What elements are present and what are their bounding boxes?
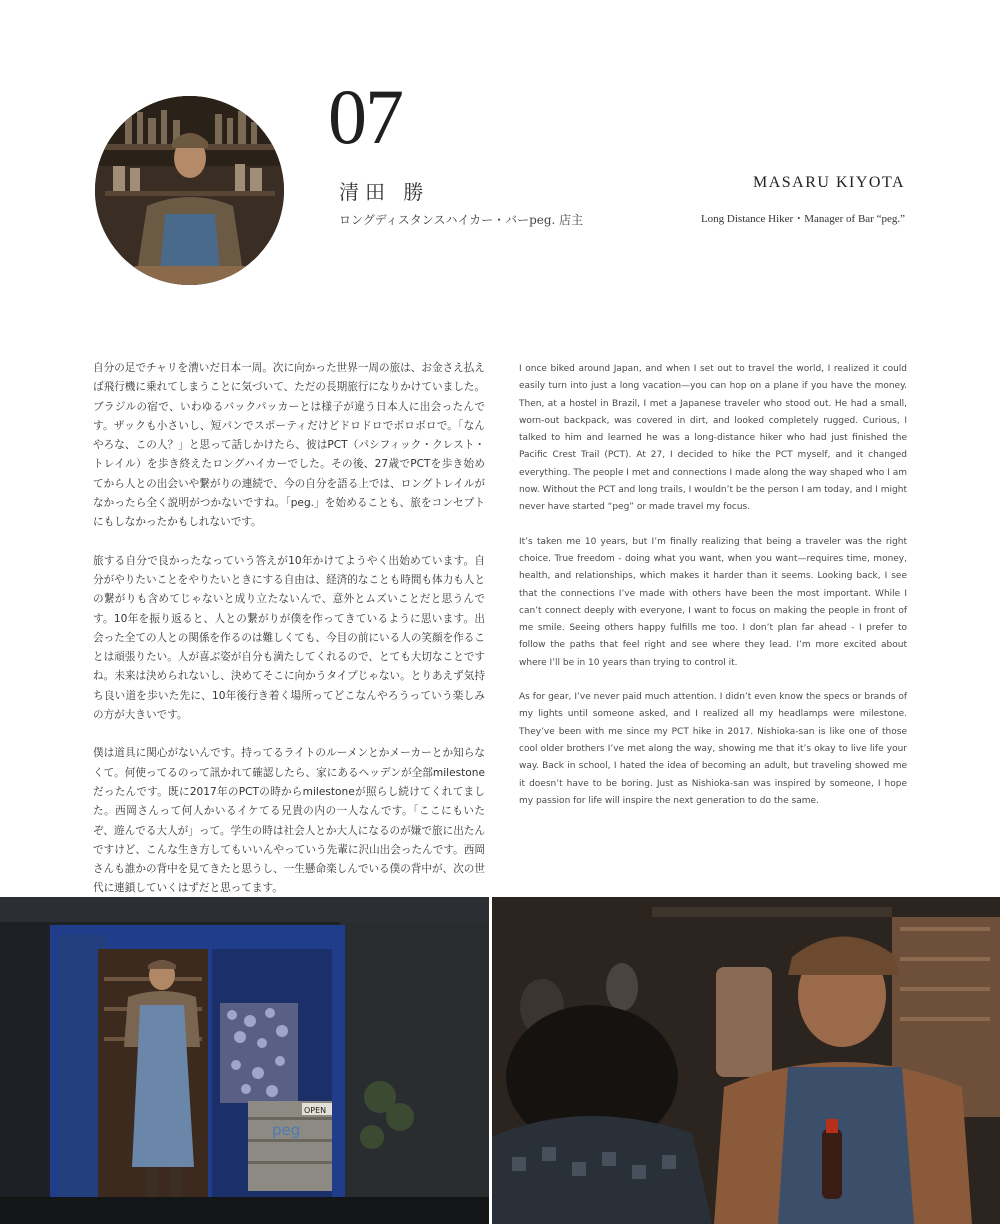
article-number: 07 xyxy=(328,73,402,160)
open-sign-text: OPEN xyxy=(304,1106,327,1115)
english-paragraph: As for gear, I’ve never paid much attention. I didn’t even know the specs or brands of my lights until someone asked, and I realized all my headlamps were milestone. They’ve been with me since my PCT hike in 2017. Nishioka-san is like one of those cool older brothers I’ve met along the way, showing me that it’s okay to live life your way. Back in school, I hated the idea of becoming an adult, but traveling showed me it doesn’t have to be boring. Just as Nishioka-san was inspired by someone, I hope my passion for life will inspire the next generation to do the same. xyxy=(519,692,907,806)
japanese-text-column xyxy=(93,359,485,918)
name-japanese: 清田 勝 xyxy=(339,180,430,204)
role-english: Long Distance Hiker・Manager of Bar “peg.” xyxy=(700,213,905,225)
name-english: MASARU KIYOTA xyxy=(753,174,905,191)
english-paragraph: It’s taken me 10 years, but I’m finally realizing that being a traveler was the right choice. True freedom - doing what you want, when you want—requires time, money, health, and relationships, which makes it harder than it seems. Looking back, I see that the connections I’ve made with others have been the most important. While I can’t connect deeply with everyone, I want to focus on making the people in front of me smile. Seeing others happy fulfills me too. I don’t plan far ahead - I prefer to follow the paths that feel right and see where they lead. I’m more excited about where I’ll be in 10 years than trying to control it. xyxy=(519,536,907,668)
storefront-photo xyxy=(0,897,489,1224)
english-paragraph: I once biked around Japan, and when I set out to travel the world, I realized it could easily turn into just a long vacation—you can hop on a plane if you have the money. Then, at a hostel in Brazil, I met a Japanese traveler who stood out. He had a small, worn-out backpack, was covered in dirt, and looked completely rugged. Curious, I talked to him and learned he was a long-distance hiker who had just finished the Pacific Crest Trail (PCT). At 27, I decided to hike the PCT myself, and it changed everything. The people I met and connections I made along the way shaped who I am now. Without the PCT and long trails, I wouldn’t be the person I am today, and I might never have started “peg” or made travel my focus. xyxy=(519,364,907,513)
portrait-photo xyxy=(95,96,284,285)
shop-sign-text: peg xyxy=(272,1121,301,1139)
japanese-paragraph: 旅する自分で良かったなっていう答えが10年かけてようやく出始めています。自分がやりたいことをやりたいときにする自由は、経済的なことも時間も体力も人との繋がりも含めてじゃないと成り立たないんで、意外とムズいことだと思うんです。10年を振り返ると、人との繋がりが僕を作ってきているように思います。出会った全ての人との関係を作るのは難しくても、今目の前にいる人の笑顔を作ることは頑張りたい。人が喜ぶ姿が自分も満たしてくれるので、とても大切なことですね。未来は決められないし、決めてそこに向かうタイプじゃない。とりあえず気持ち良い道を歩いた先に、10年後行き着く場所ってどこなんやろうっていう楽しみの方が大きいです。 xyxy=(93,554,485,722)
role-japanese: ロングディスタンスハイカー・バーpeg. 店主 xyxy=(339,213,584,227)
bar-interior-photo xyxy=(492,897,1000,1224)
japanese-paragraph: 僕は道具に関心がないんです。持ってるライトのルーメンとかメーカーとか知らなくて。何使ってるのって訊かれて確認したら、家にあるヘッデンが全部milestoneだったんです。既に2017年のPCTの時からmilestoneが照らし続けてくれてました。西岡さんって何人かいるイケてる兄貴の内の一人なんです。「ここにもいたぞ、遊んでる大人が」って。学生の時は社会人とか大人になるのが嫌で旅に出たんですけど、こんな生き方してもいいんやっていう先輩に沢山出会ったんです。西岡さんも誰かの背中を見てきたと思うし、一生懸命楽しんでいる僕の背中が、次の世代に連鎖していくはずだと思ってます。 xyxy=(93,747,485,895)
japanese-paragraph: 自分の足でチャリを漕いだ日本一周。次に向かった世界一周の旅は、お金さえ払えば飛行機に乗れてしまうことに気づいて、ただの長期旅行になりかけていました。ブラジルの宿で、いわゆるバックパッカーとは様子が違う日本人に出会ったんです。ザックも小さいし、短パンでスポーティだけどドロドロでボロボロで。「なんやろな、この人？」と思って話しかけたら、彼はPCT（パシフィック・クレスト・トレイル）を歩き終えたロングハイカーでした。その後、27歳でPCTを歩き始めてから人との出会いや繋がりの連続で、今の自分を語る上では、ロングトレイルがなかったら全く説明がつかないですね。「peg.」を始めることも、旅をコンセプトにもしなかったかもしれないです。 xyxy=(93,362,485,529)
english-text-column xyxy=(519,361,907,827)
